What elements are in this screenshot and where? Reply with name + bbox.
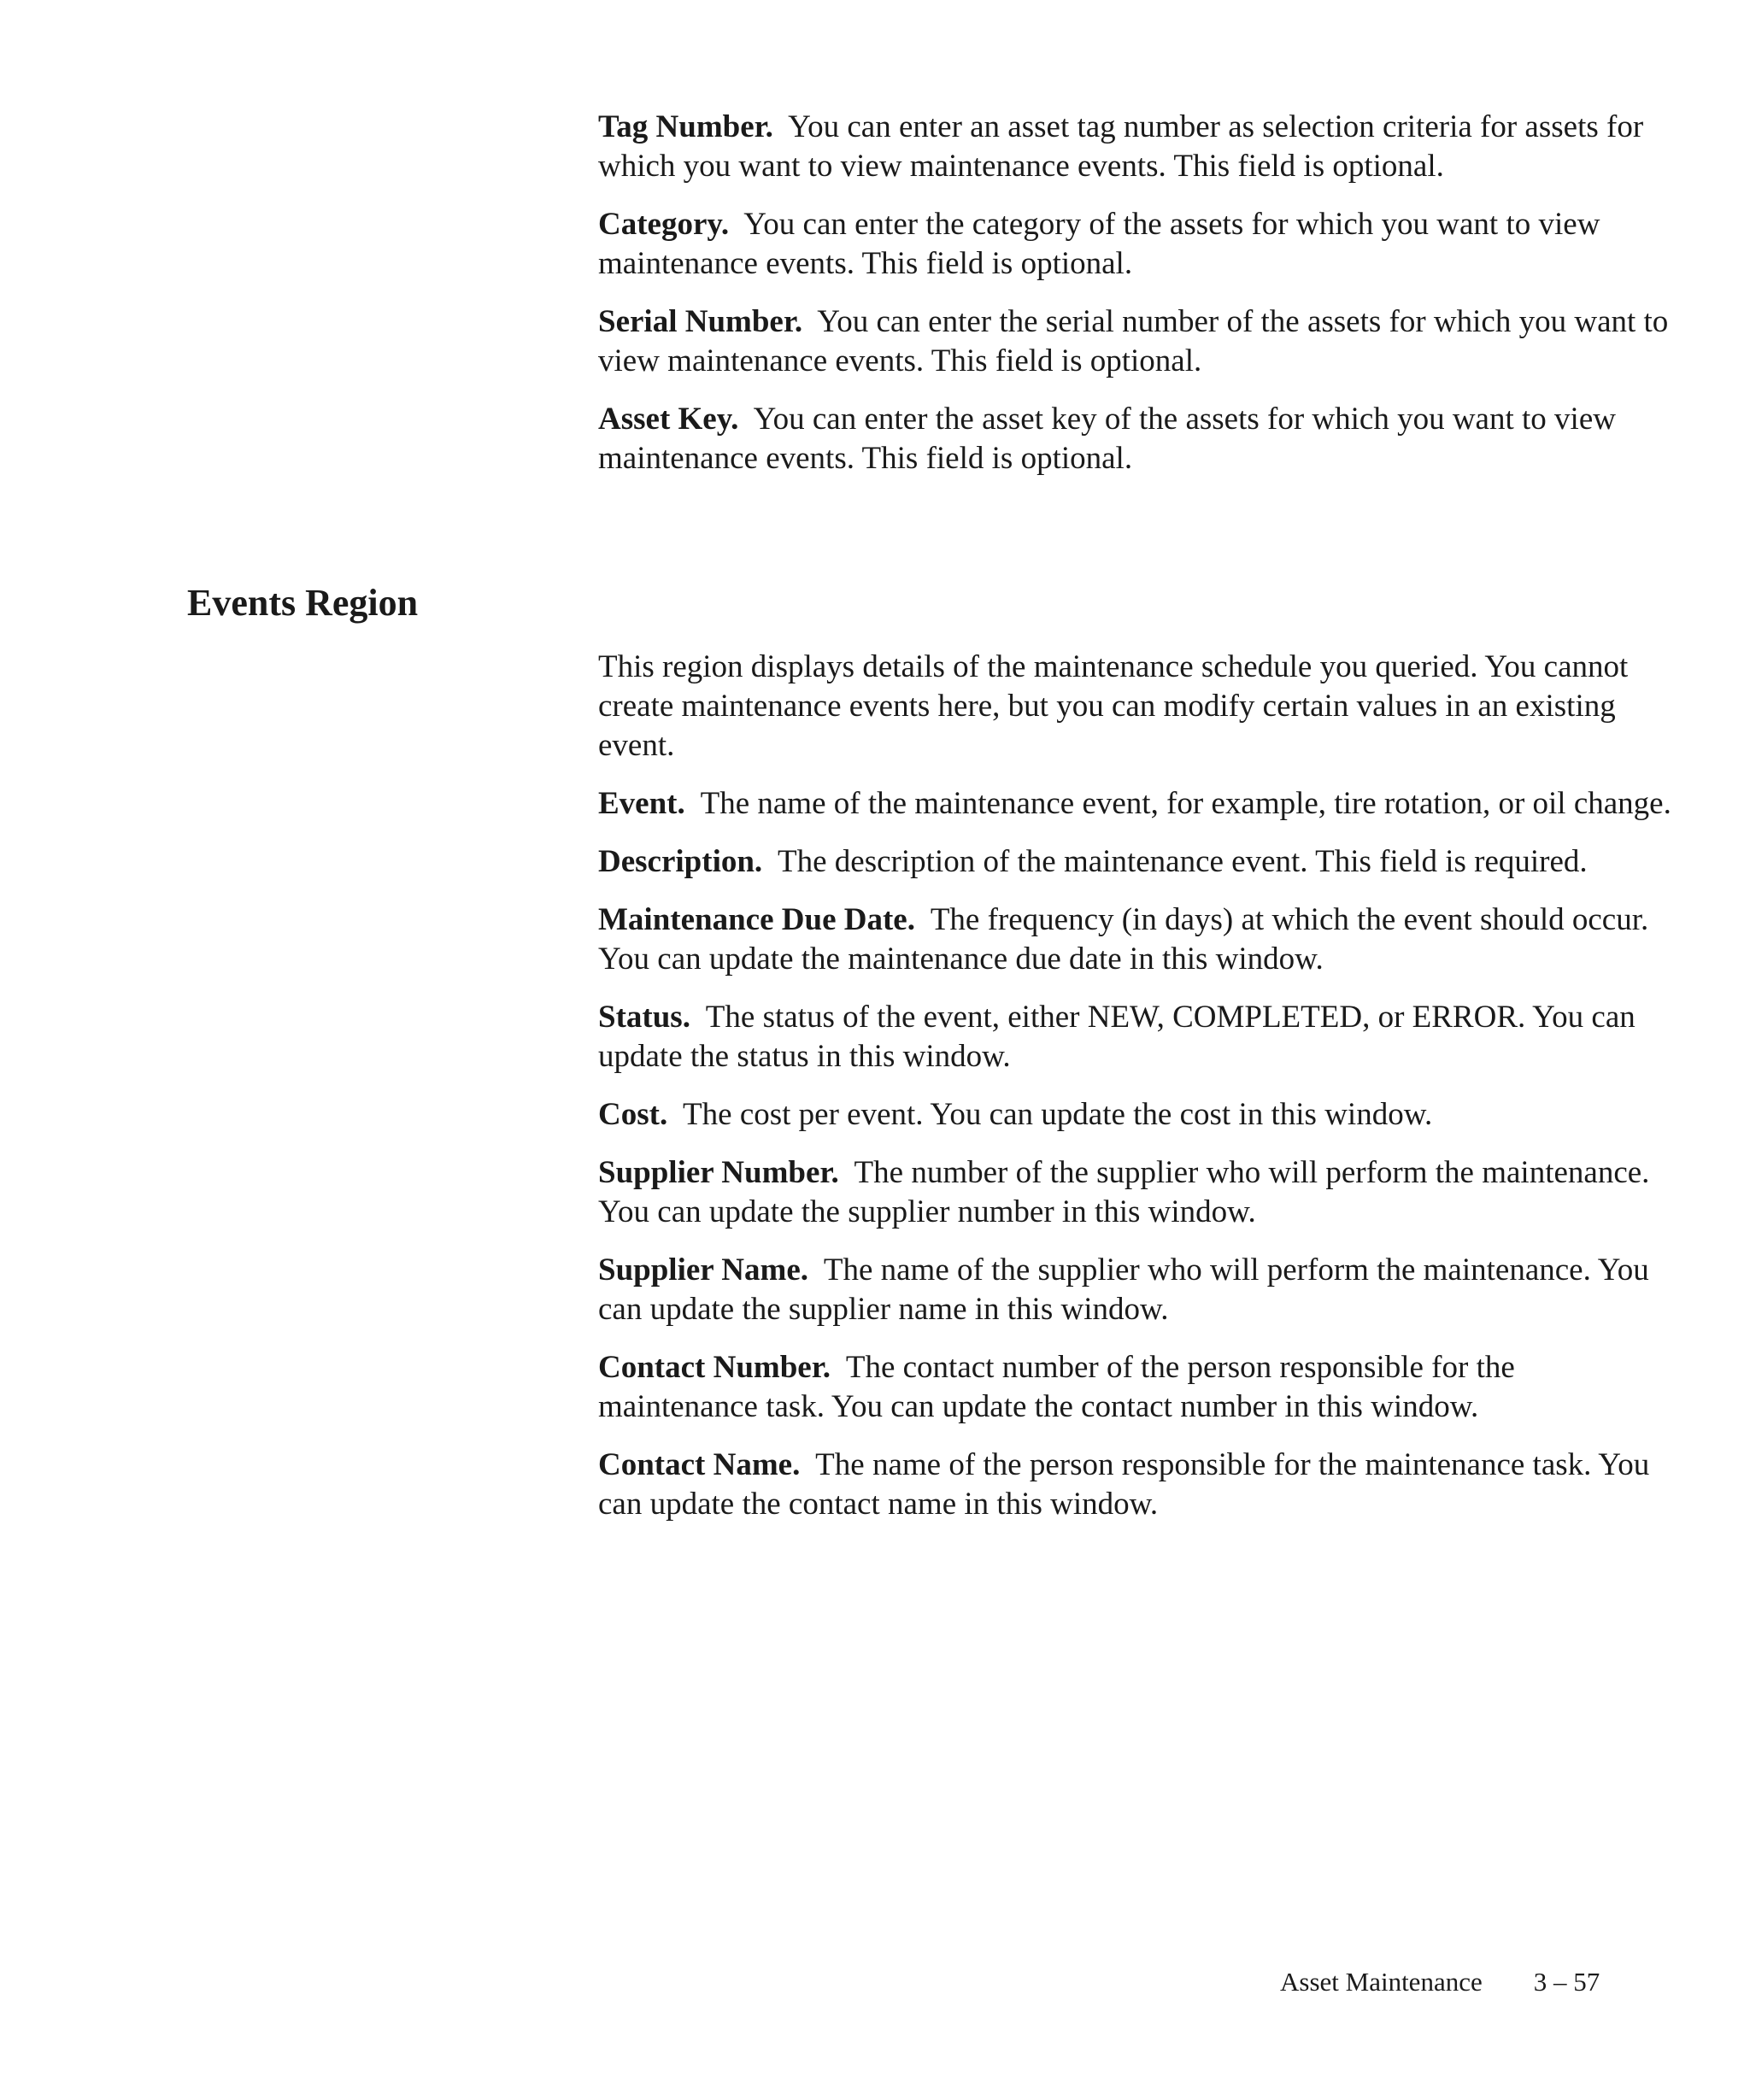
field-contact-name [598,1446,1675,1524]
field-contact-number [598,1348,1675,1427]
top-field-list [598,108,1675,497]
field-event [598,784,1675,824]
field-description: The frequency (in days) at which the event should occur. You can update the maintenance due date in this window. [598,902,1649,977]
field-description: The name of the person responsible for the maintenance task. You can update the contact name in this window. [598,1447,1650,1522]
field-description: You can enter an asset tag number as selection criteria for assets for which you want to view maintenance events. This field is optional. [598,109,1644,184]
events-region-heading: Events Region [187,582,419,624]
field-description-entry [598,842,1675,882]
field-term: Event. [598,786,685,821]
field-supplier-number [598,1153,1675,1232]
field-description: The contact number of the person responsible for the maintenance task. You can update the contact number in this window. [598,1350,1515,1424]
footer-section-title: Asset Maintenance [1280,1967,1483,1997]
field-term: Description. [598,844,763,879]
field-supplier-name [598,1251,1675,1329]
field-description: The description of the maintenance event. This field is required. [778,844,1588,879]
field-description: You can enter the serial number of the assets for which you want to view maintenance events. This field is optional. [598,304,1669,378]
field-term: Maintenance Due Date. [598,902,915,937]
field-term: Contact Name. [598,1447,801,1482]
field-description: The number of the supplier who will perform the maintenance. You can update the supplier number in this window. [598,1155,1650,1229]
field-description: The status of the event, either NEW, COMPLETED, or ERROR. You can update the status in this window. [598,1000,1635,1074]
events-field-list [598,648,1675,1543]
field-tag-number [598,108,1675,186]
field-description: You can enter the category of the assets for which you want to view maintenance events. This field is optional. [598,207,1600,281]
field-term: Status. [598,1000,690,1035]
field-serial-number [598,302,1675,381]
events-region-intro: This region displays details of the maintenance schedule you queried. You cannot create maintenance events here, but you can modify certain values in an existing event. [598,649,1629,763]
field-description: The cost per event. You can update the cost in this window. [683,1097,1433,1132]
field-asset-key [598,400,1675,478]
field-description: You can enter the asset key of the assets for which you want to view maintenance events. This field is optional. [598,402,1616,476]
field-maintenance-due-date [598,900,1675,979]
field-term: Category. [598,207,730,242]
field-term: Serial Number. [598,304,803,339]
field-category [598,205,1675,284]
field-description: The name of the supplier who will perform the maintenance. You can update the supplier name in this window. [598,1252,1649,1327]
field-cost [598,1095,1675,1135]
field-description: The name of the maintenance event, for example, tire rotation, or oil change. [700,786,1671,821]
field-term: Tag Number. [598,109,773,144]
page-footer [1280,1965,1600,1999]
field-term: Cost. [598,1097,668,1132]
field-status [598,998,1675,1076]
page-number: 3 – 57 [1533,1967,1600,1997]
field-term: Supplier Number. [598,1155,839,1190]
field-term: Supplier Name. [598,1252,809,1288]
field-term: Contact Number. [598,1350,831,1385]
field-term: Asset Key. [598,402,739,437]
